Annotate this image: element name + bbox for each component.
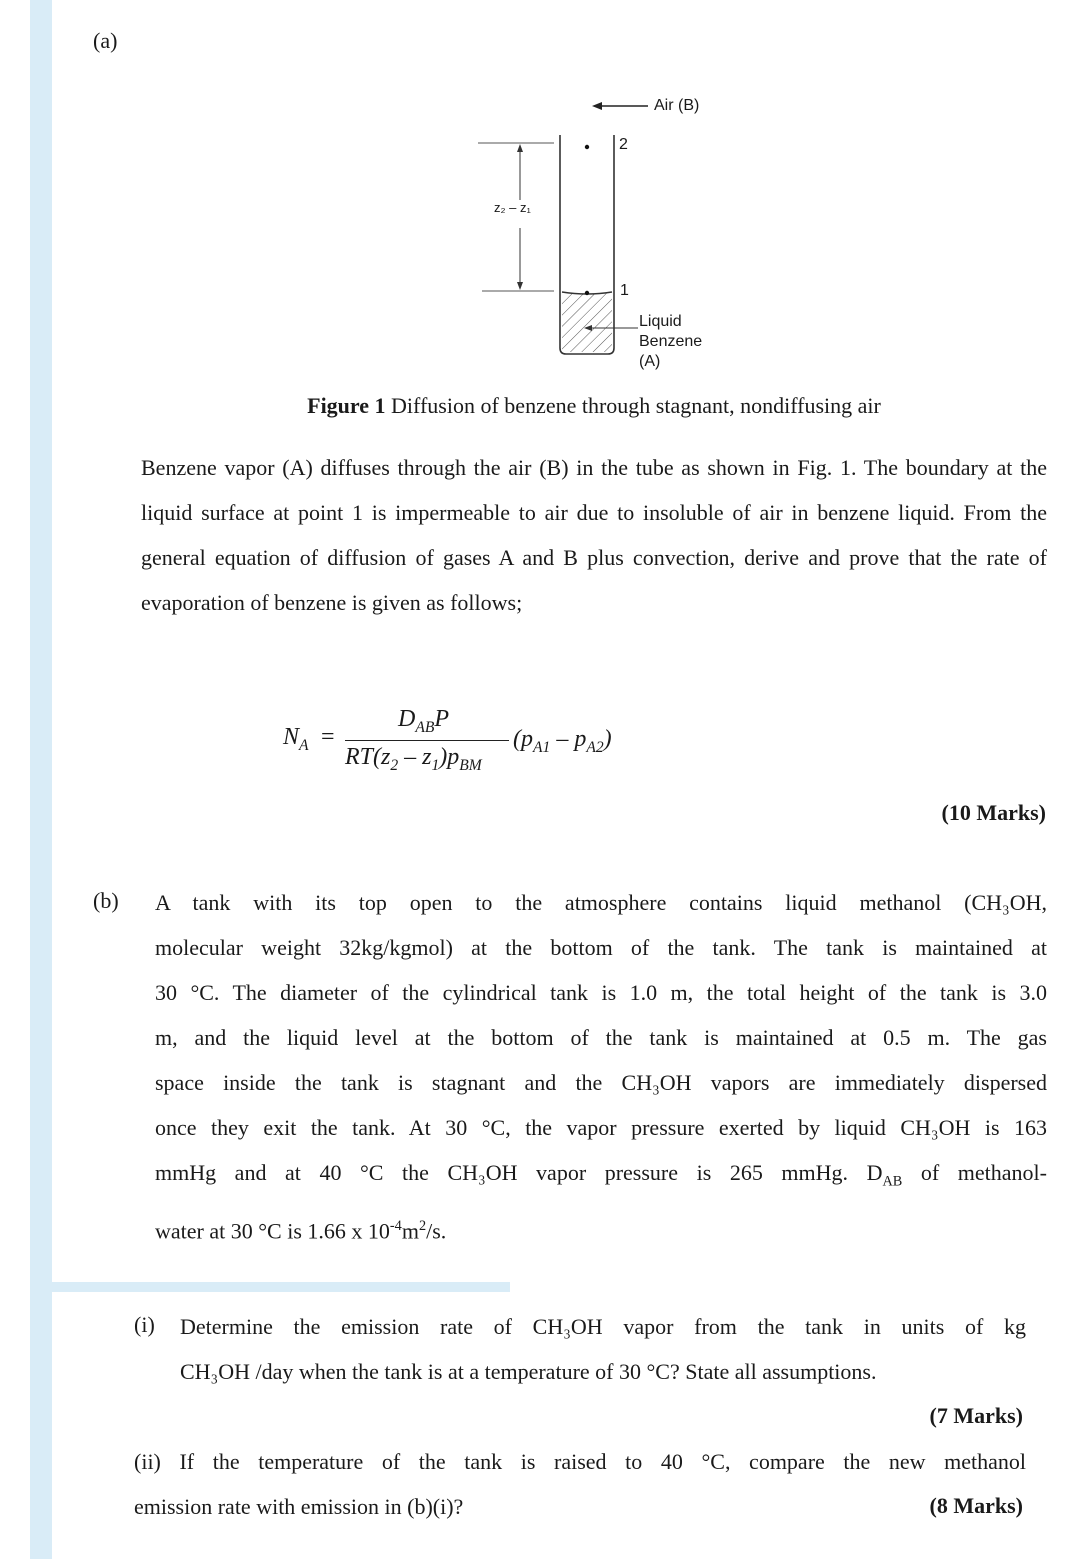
- part-a-marks: (10 Marks): [941, 800, 1046, 825]
- liquid-benzene-fill: [562, 292, 612, 352]
- air-label: Air (B): [654, 97, 700, 114]
- liquid-label-line-1: Liquid: [639, 313, 682, 330]
- sub-i-line-1: Determine the emission rate of CH₃OH vapor from the tank in units of kg: [180, 1314, 1026, 1339]
- part-b-line-8: water at 30 °C is 1.66 x $10^{-4}m^2/s$.: [155, 1218, 447, 1244]
- part-a-text: Benzene vapor (A) diffuses through the air (B) in the tube as shown in Fig. 1. The boundary at the liquid surface at point 1 is impermeable to air due to insoluble of air in benzene liquid. From the general equation of diffusion of gases A and B plus convection, derive and prove that the rate of evaporation of benzene is given as follows;: [141, 455, 1047, 615]
- section-divider-bar: [52, 1282, 510, 1292]
- air-arrow-head: [592, 102, 602, 110]
- dim-lower-arrowhead: [517, 282, 523, 290]
- part-a-label: (a): [93, 28, 118, 53]
- sub-i-line-2: CH₃OH /day when the tank is at a temperature of 30 °C? State all assumptions.: [180, 1359, 877, 1384]
- left-margin-bar: [30, 0, 52, 1559]
- point-2-label: 2: [619, 136, 628, 153]
- liquid-label-line-3: (A): [639, 353, 661, 370]
- eq-numerator: $D_{AB}P$: [398, 706, 450, 736]
- point-1-label: 1: [620, 282, 629, 299]
- part-b-line-6: once they exit the tank. At 30 °C, the vapor pressure exerted by liquid CH₃OH is 163: [155, 1115, 1047, 1140]
- sub-ii-paragraph: [134, 1439, 1026, 1529]
- caption-bold: Figure 1: [307, 393, 386, 418]
- caption-text: Diffusion of benzene through stagnant, nondiffusing air: [385, 393, 881, 418]
- sub-i-marks: (7 Marks): [929, 1403, 1023, 1428]
- part-b-line-5: space inside the tank is stagnant and the CH₃OH vapors are immediately dispersed: [155, 1070, 1047, 1095]
- part-b-line-4: m, and the liquid level at the bottom of the tank is maintained at 0.5 m. The gas: [155, 1025, 1047, 1050]
- part-b-line-2: molecular weight 32kg/kgmol) at the bottom of the tank. The tank is maintained at: [155, 935, 1047, 960]
- eq-denominator: $RT(z_2 - z_1)p_{BM}$: [345, 744, 482, 774]
- part-b-line-7: mmHg and at 40 °C the CH₃OH vapor pressure is 265 mmHg. $D_{AB}$ of methanol-: [155, 1160, 1047, 1190]
- eq-pressure-difference: $(p_{A1} - p_{A2})$: [513, 726, 612, 756]
- evaporation-rate-equation: [283, 702, 703, 792]
- sub-ii-marks: (8 Marks): [929, 1493, 1023, 1518]
- part-b-paragraph: [155, 880, 1047, 1254]
- liquid-benzene-label: [639, 312, 702, 372]
- part-b-line-3: 30 °C. The diameter of the cylindrical tank is 1.0 m, the total height of the tank is 3.0: [155, 980, 1047, 1005]
- dimension-label: z₂ – z₁: [494, 200, 531, 215]
- eq-fraction-bar: [345, 740, 509, 741]
- figure-caption: [0, 393, 1080, 419]
- sub-ii-line-1: (ii) If the temperature of the tank is raised to 40 °C, compare the new methanol: [134, 1449, 1026, 1474]
- sub-ii-line-2: emission rate with emission in (b)(i)?: [134, 1494, 464, 1519]
- part-b-label: (b): [93, 888, 119, 913]
- sub-i-paragraph: [180, 1304, 1026, 1394]
- eq-equals: =: [321, 724, 335, 750]
- sub-i-label: (i): [134, 1312, 155, 1337]
- dim-upper-arrowhead: [517, 144, 523, 152]
- liquid-label-line-2: Benzene: [639, 333, 703, 350]
- part-b-line-1: A tank with its top open to the atmosphere contains liquid methanol (CH₃OH,: [155, 890, 1047, 915]
- point-2-dot: [585, 145, 589, 149]
- part-a-paragraph: [141, 445, 1047, 625]
- point-1-dot: [585, 291, 589, 295]
- eq-lhs: $N_A$: [283, 724, 309, 754]
